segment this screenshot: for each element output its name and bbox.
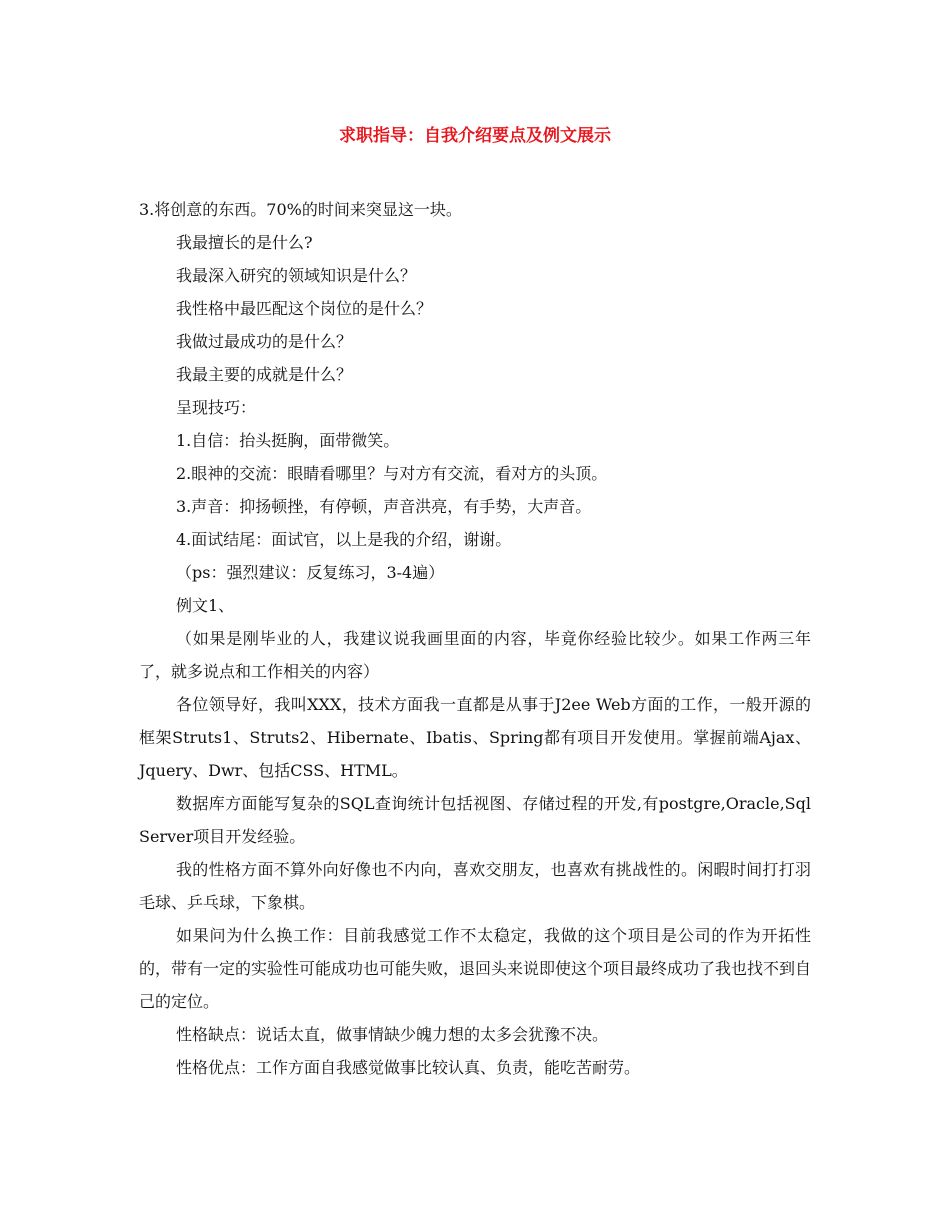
text-line: 我最主要的成就是什么？ [176, 365, 353, 384]
document-body [139, 193, 811, 1084]
document-title: 求职指导：自我介绍要点及例文展示 [339, 126, 611, 146]
text-line: 2.眼神的交流：眼睛看哪里？与对方有交流，看对方的头顶。 [176, 464, 608, 483]
text-line: 例文1、 [176, 596, 235, 615]
text-line: 我最深入研究的领域知识是什么？ [176, 266, 417, 285]
paragraph: 性格缺点：说话太直，做事情缺少魄力想的太多会犹豫不决。 [176, 1025, 609, 1044]
paragraph: （如果是刚毕业的人，我建议说我画里面的内容，毕竟你经验比较少。如果工作两三年了，就多说点和工作相关的内容） [139, 629, 811, 681]
text-line: 呈现技巧： [176, 398, 257, 417]
text-line: （ps：强烈建议：反复练习，3-4遍） [176, 563, 445, 582]
text-line: 3.声音：抑扬顿挫，有停顿，声音洪亮，有手势，大声音。 [176, 497, 592, 516]
text-line: 3.将创意的东西。70%的时间来突显这一块。 [139, 200, 462, 219]
paragraph: 如果问为什么换工作：目前我感觉工作不太稳定，我做的这个项目是公司的作为开拓性的，带有一定的实验性可能成功也可能失败，退回头来说即使这个项目最终成功了我也找不到自己的定位。 [139, 926, 812, 1011]
text-line: 4.面试结尾：面试官，以上是我的介绍，谢谢。 [176, 530, 512, 549]
text-line: 我性格中最匹配这个岗位的是什么？ [176, 299, 433, 318]
text-line: 我最擅长的是什么? [176, 233, 313, 252]
paragraph: 性格优点：工作方面自我感觉做事比较认真、负责，能吃苦耐劳。 [176, 1058, 641, 1077]
text-line: 1.自信：抬头挺胸，面带微笑。 [176, 431, 400, 450]
paragraph: 我的性格方面不算外向好像也不内向，喜欢交朋友，也喜欢有挑战性的。闲暇时间打打羽毛球、乒乓球，下象棋。 [139, 860, 811, 912]
text-line: 我做过最成功的是什么？ [176, 332, 353, 351]
paragraph: 各位领导好，我叫XXX，技术方面我一直都是从事于J2ee Web方面的工作，一般开源的框架Struts1、Struts2、Hibernate、Ibatis、Spring都有项目开发使用。掌握前端Ajax、Jquery、Dwr、包括CSS、HTML。 [139, 695, 811, 780]
paragraph: 数据库方面能写复杂的SQL查询统计包括视图、存储过程的开发,有postgre,Oracle,Sql Server项目开发经验。 [139, 794, 811, 846]
